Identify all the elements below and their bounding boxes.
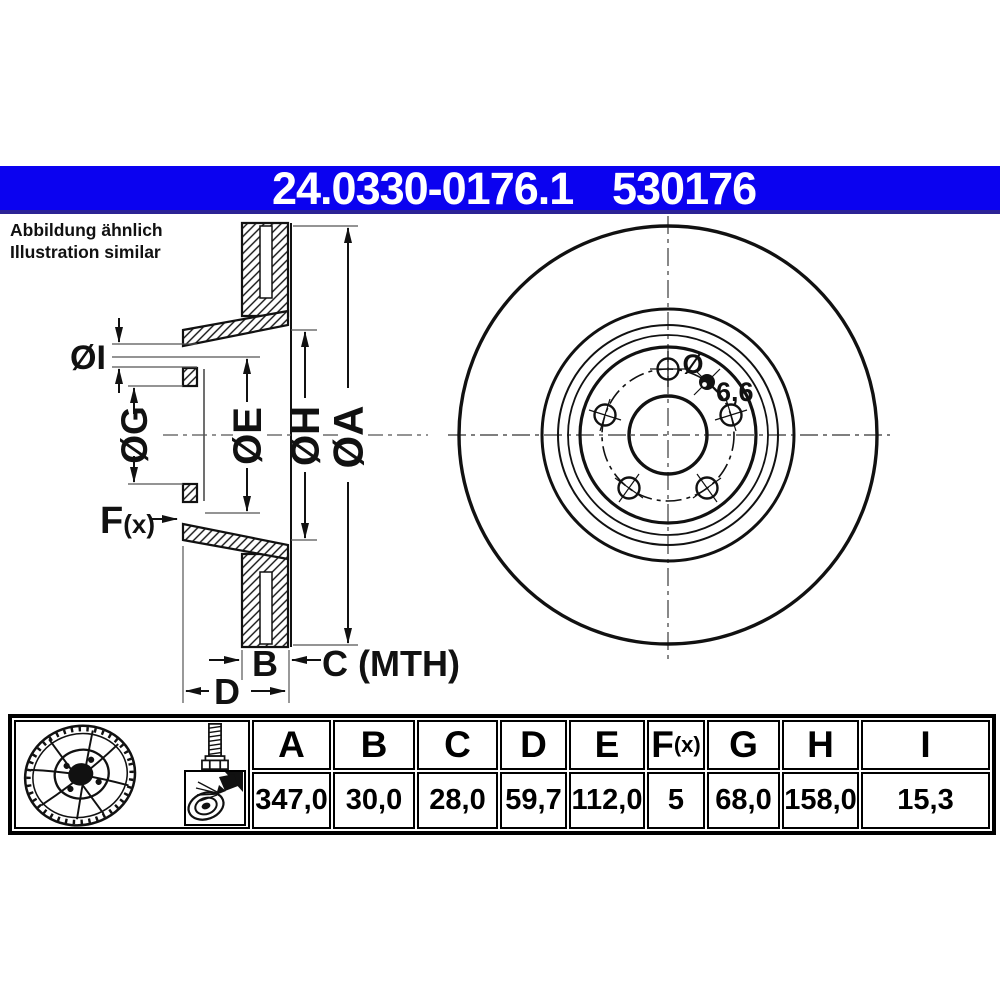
screw-hole-dia-value: 6,6: [716, 377, 754, 407]
note-line-german: Abbildung ähnlich: [10, 220, 163, 240]
col-header-c: [417, 720, 498, 770]
col-header-b: [333, 720, 415, 770]
spec-table: [8, 714, 996, 835]
dim-label-dia-a: ØA: [325, 405, 372, 469]
dim-label-f-main: F: [100, 500, 124, 542]
dim-label-dia-i: ØI: [70, 339, 106, 377]
col-value-c: 28,0: [417, 772, 498, 829]
note-line-english: Illustration similar: [10, 242, 161, 262]
dim-label-d: D: [214, 671, 240, 712]
col-label: C: [444, 724, 471, 765]
col-label-suffix: (x): [673, 732, 701, 757]
catalog-number: 24.0330-0176.1: [272, 163, 574, 214]
dim-label-dia-h: ØH: [284, 406, 328, 466]
col-value-a: 347,0: [252, 772, 331, 829]
col-value-b: 30,0: [333, 772, 415, 829]
col-header-d: [500, 720, 567, 770]
col-value-f: 5: [647, 772, 705, 829]
dim-label-b: B: [252, 643, 278, 684]
col-label: E: [594, 724, 620, 765]
col-value-g: 68,0: [707, 772, 780, 829]
dim-label-dia-e: ØE: [226, 407, 270, 465]
col-label: H: [807, 724, 834, 765]
dim-label-f-suffix: (x): [123, 509, 155, 539]
front-view: [448, 216, 890, 662]
cross-section-view: [70, 223, 460, 712]
col-header-a: [252, 720, 331, 770]
col-label: I: [920, 724, 931, 765]
col-header-g: [707, 720, 780, 770]
col-label: B: [360, 724, 388, 765]
col-value-i: 15,3: [861, 772, 990, 829]
col-label: G: [729, 724, 758, 765]
col-header-i: [861, 720, 990, 770]
mounting-icons-column: [182, 723, 248, 826]
col-value-h: 158,0: [782, 772, 859, 829]
col-label: F: [651, 724, 674, 765]
slotted-disc-image: [18, 723, 146, 830]
col-header-e: [569, 720, 645, 770]
dim-label-dia-g: ØG: [114, 406, 155, 464]
mounting-bolt-icon: [197, 723, 233, 770]
col-label: D: [520, 724, 547, 765]
coated-disc-spray-icon: [186, 772, 243, 823]
screw-hole-dia-symbol: Ø: [682, 349, 704, 379]
coated-disc-spray-box: [184, 770, 246, 826]
col-value-d: 59,7: [500, 772, 567, 829]
col-header-h: [782, 720, 859, 770]
front-centerlines: [448, 216, 890, 662]
col-header-f: [647, 720, 705, 770]
reference-number: 530176: [612, 163, 757, 214]
table-images-cell: [14, 720, 250, 829]
dim-label-f: [100, 500, 155, 542]
col-value-e: 112,0: [569, 772, 645, 829]
dim-label-c-mth: C (MTH): [322, 643, 460, 684]
col-label: A: [278, 724, 305, 765]
